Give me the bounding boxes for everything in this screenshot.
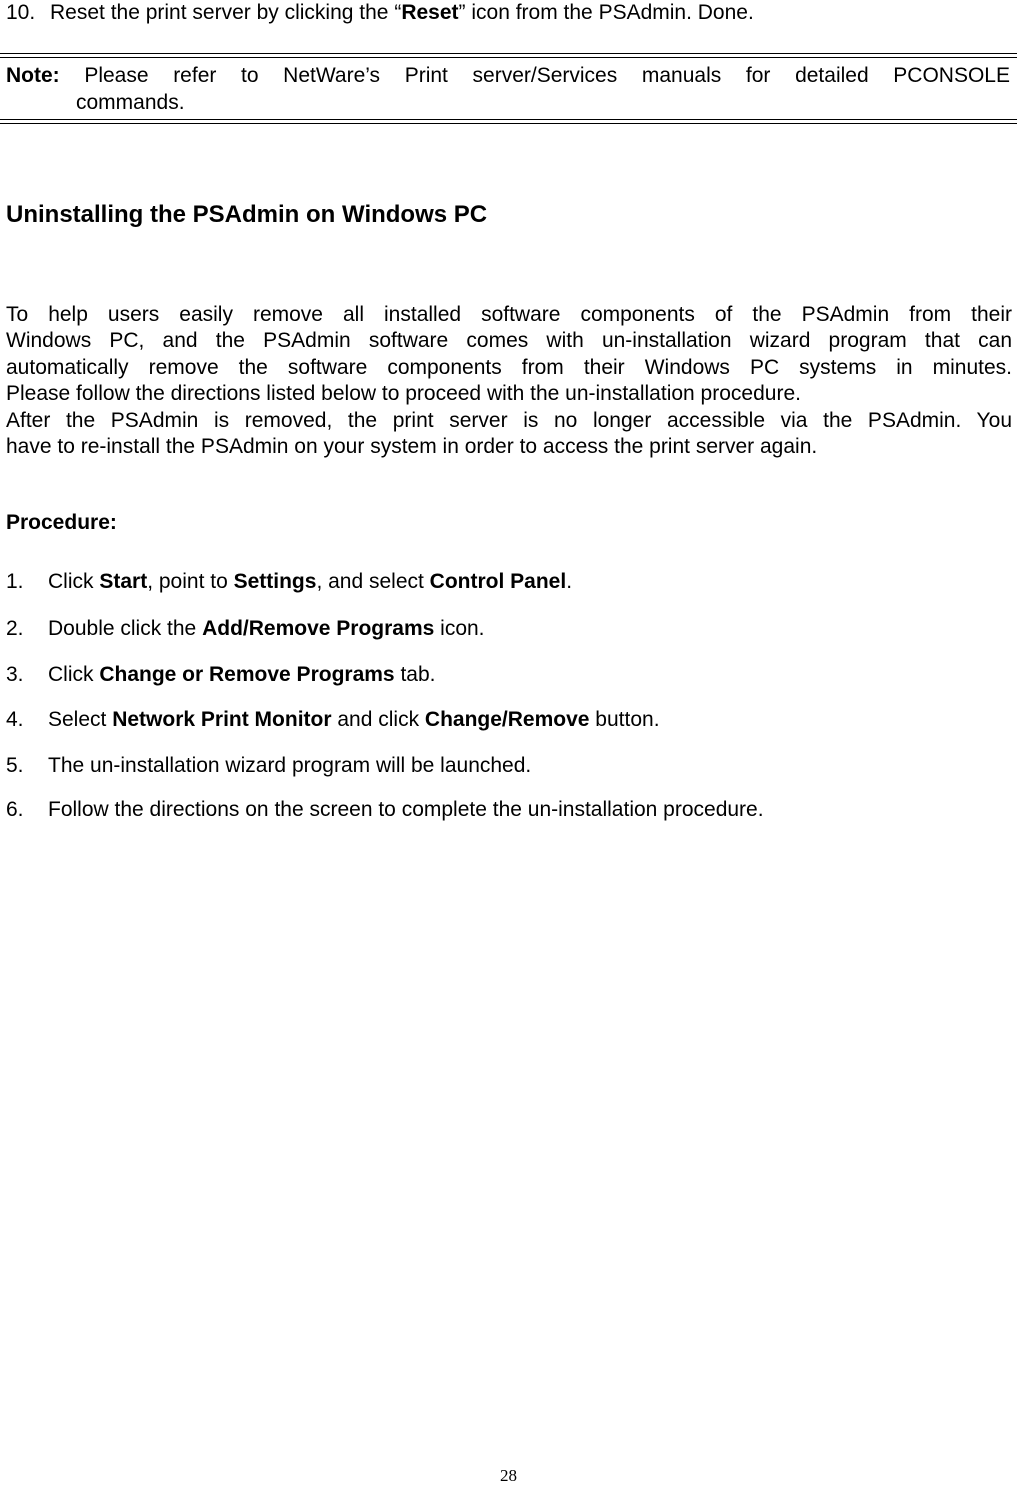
note-label: Note:: [6, 64, 60, 87]
note-line-1-text: Please refer to NetWare’s Print server/Services manuals for detailed PCONSOLE: [84, 64, 1010, 87]
note-top-rule-inner: [0, 57, 1017, 58]
procedure-step-4: [6, 707, 660, 733]
step-text: .: [566, 570, 573, 593]
procedure-step-2: [6, 616, 485, 642]
step-text: Double click the: [48, 617, 203, 640]
paragraph-line-5: After the PSAdmin is removed, the print server is no longer accessible via the PSAdmin. You: [6, 408, 1012, 432]
step-text: , point to: [147, 570, 234, 593]
step-text: Click: [48, 663, 100, 686]
step-text: button.: [589, 708, 660, 731]
section-heading: Uninstalling the PSAdmin on Windows PC: [6, 201, 488, 228]
note-line-1: [6, 62, 1010, 89]
step-number: 6.: [6, 798, 24, 821]
step-bold-control-panel: Control Panel: [429, 570, 567, 593]
step-number: 2.: [6, 617, 24, 640]
step-text: and click: [331, 708, 425, 731]
step-text: Click: [48, 570, 100, 593]
step-number: 5.: [6, 754, 24, 777]
step-bold-change-remove-tab: Change or Remove Programs: [99, 663, 395, 686]
paragraph-line-3: automatically remove the software components from their Windows PC systems in minutes.: [6, 355, 1012, 379]
procedure-step-1: [6, 569, 572, 595]
paragraph-line-2: Windows PC, and the PSAdmin software comes with un-installation wizard program that can: [6, 329, 1012, 353]
step-text: , and select: [316, 570, 430, 593]
note-top-rule: [0, 53, 1017, 54]
procedure-label: Procedure:: [6, 511, 117, 534]
paragraph-line-6: have to re-install the PSAdmin on your system in order to access the print server again.: [6, 435, 818, 459]
step-text: tab.: [394, 663, 436, 686]
step-text: The un-installation wizard program will be launched.: [48, 754, 532, 777]
step-10: [6, 0, 754, 25]
intro-paragraph: [6, 302, 1012, 460]
step-number: 1.: [6, 570, 24, 593]
step-text: Select: [48, 708, 113, 731]
page-number: 28: [500, 1466, 517, 1485]
step-number: 3.: [6, 663, 24, 686]
note-bottom-rule: [0, 123, 1017, 124]
note-line-2: commands.: [76, 91, 185, 114]
note-box: [6, 62, 1010, 116]
step-10-text-before: Reset the print server by clicking the “: [50, 1, 402, 24]
step-text: Follow the directions on the screen to complete the un-installation procedure.: [48, 798, 764, 821]
paragraph-line-4: Please follow the directions listed below to proceed with the un-installation procedure.: [6, 382, 801, 406]
step-bold-add-remove-programs: Add/Remove Programs: [202, 617, 435, 640]
step-bold-start: Start: [99, 570, 148, 593]
step-text: icon.: [434, 617, 485, 640]
step-number: 4.: [6, 708, 24, 731]
step-bold-settings: Settings: [233, 570, 317, 593]
procedure-step-6: [6, 797, 764, 823]
step-10-text-after: ” icon from the PSAdmin. Done.: [458, 1, 754, 24]
procedure-step-3: [6, 662, 435, 688]
step-bold-change-remove: Change/Remove: [424, 708, 590, 731]
step-bold-network-print-monitor: Network Print Monitor: [112, 708, 332, 731]
note-bottom-rule-inner: [0, 119, 1017, 120]
paragraph-line-1: To help users easily remove all installed software components of the PSAdmin from their: [6, 303, 1012, 326]
step-10-number: 10.: [6, 1, 36, 24]
step-10-bold-reset: Reset: [401, 1, 459, 24]
procedure-step-5: [6, 753, 531, 779]
